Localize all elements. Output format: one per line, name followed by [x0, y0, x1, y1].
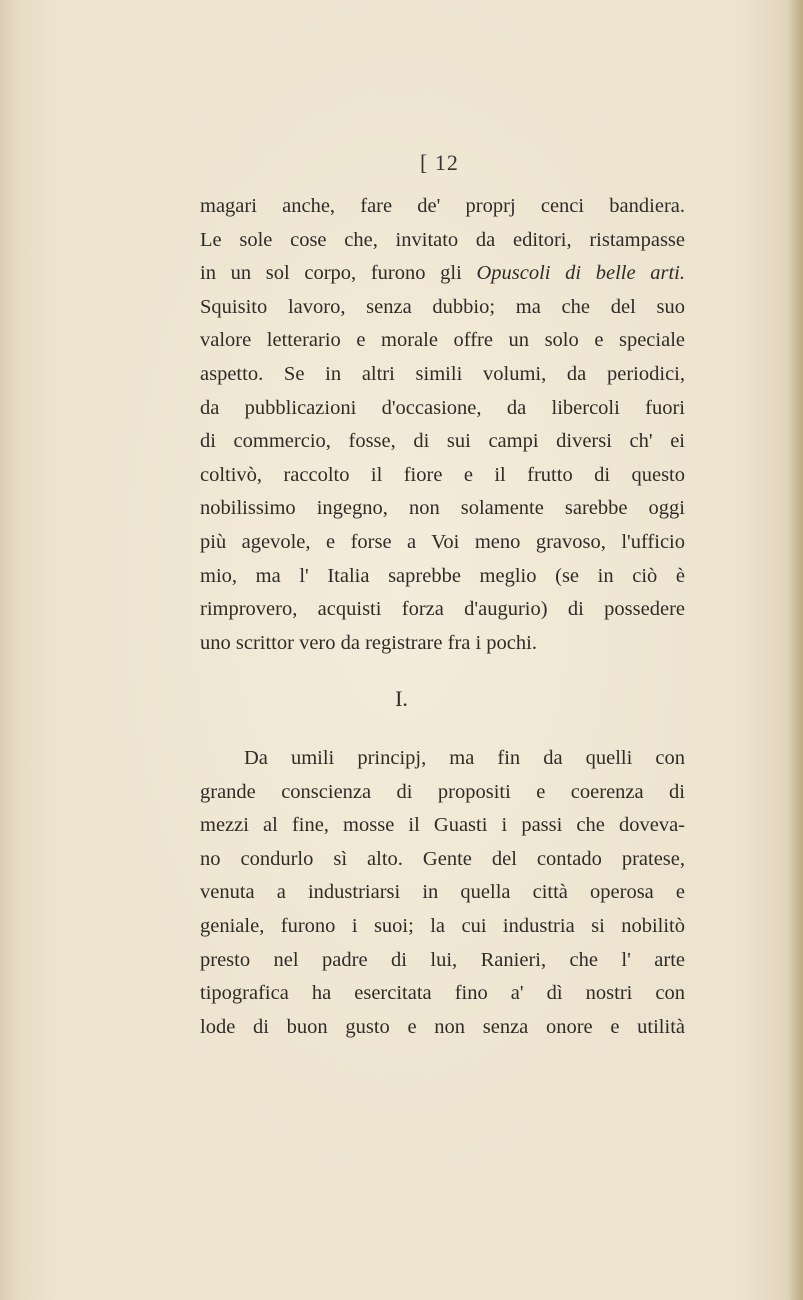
book-title-italic: Opuscoli di belle arti.	[476, 262, 685, 285]
text-line: tipografica ha esercitata fino a' dì nostri con	[200, 982, 685, 1005]
text-line: magari anche, fare de' proprj cenci bandiera.	[200, 195, 685, 217]
text-line: da pubblicazioni d'occasione, da libercoli fuori	[200, 396, 685, 419]
paragraph-2	[200, 742, 685, 1044]
page-number: [ 12	[420, 150, 459, 175]
text-line: grande conscienza di propositi e coerenza di	[200, 780, 685, 803]
text-line: uno scrittor vero da registrare fra i pochi.	[200, 631, 537, 654]
text-line: nobilissimo ingegno, non solamente sarebbe oggi	[200, 497, 685, 520]
text-line: Da umili principj, ma fin da quelli con	[244, 747, 685, 769]
text-line: più agevole, e forse a Voi meno gravoso, l'ufficio	[200, 530, 685, 553]
text-line: mio, ma l' Italia saprebbe meglio (se in ciò è	[200, 564, 685, 587]
text-line: rimprovero, acquisti forza d'augurio) di possedere	[200, 598, 685, 621]
text-line: venuta a industriarsi in quella città operosa e	[200, 881, 685, 904]
text-line: valore letterario e morale offre un solo e speciale	[200, 329, 685, 352]
text-line: no condurlo sì alto. Gente del contado pratese,	[200, 847, 685, 870]
text-line: coltivò, raccolto il fiore e il frutto di questo	[200, 463, 685, 486]
text-line: geniale, furono i suoi; la cui industria si nobilitò	[200, 914, 685, 937]
paragraph-1	[200, 190, 685, 660]
text-line: aspetto. Se in altri simili volumi, da periodici,	[200, 362, 685, 385]
text-line: Le sole cose che, invitato da editori, ristampasse	[200, 228, 685, 251]
section-heading: I.	[395, 686, 408, 711]
text-line: presto nel padre di lui, Ranieri, che l' arte	[200, 948, 685, 971]
text-line: lode di buon gusto e non senza onore e utilità	[200, 1015, 685, 1038]
text-line: Squisito lavoro, senza dubbio; ma che del suo	[200, 295, 685, 318]
text-line-prefix: in un sol corpo, furono gli	[200, 262, 477, 285]
page-edge-shadow	[789, 0, 803, 1300]
text-line	[200, 257, 685, 291]
text-line: di commercio, fosse, di sui campi diversi ch' ei	[200, 430, 685, 453]
text-line: mezzi al fine, mosse il Guasti i passi che doveva-	[200, 814, 685, 837]
